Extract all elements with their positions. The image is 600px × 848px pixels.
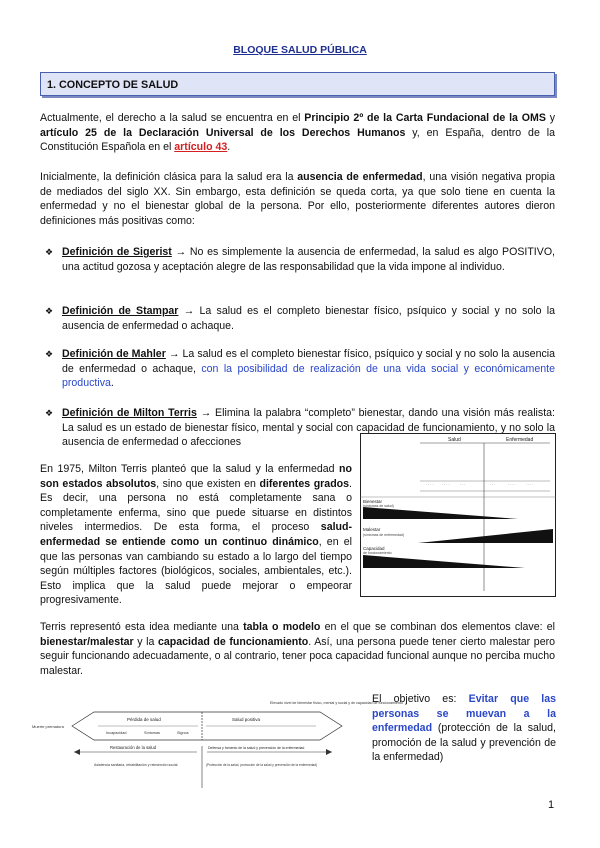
svg-text:· · · ·: · · · · — [508, 483, 516, 487]
terris-model-figure — [360, 433, 556, 597]
continuum-sub-incapacity: Incapacidad — [106, 731, 127, 735]
svg-text:· · · ·: · · · · — [526, 483, 534, 487]
terris-col-enfermedad: Enfermedad — [506, 437, 534, 443]
terris-row-function-sub: de funcionamiento — [363, 551, 392, 555]
continuum-left-label: Muerte prematura — [32, 724, 64, 729]
svg-text:· · ·: · · · — [490, 483, 496, 487]
svg-text:· · · ·: · · · · — [426, 483, 434, 487]
terris-row-function: Capacidad — [363, 546, 385, 551]
definition-mahler: ❖ Definición de Mahler → La salud es el completo bienestar físico, psíquico y social y no solo la ausencia de enfermedad o achaque, con la posibilidad de realización de una vida social y económicamente productiva. — [45, 348, 556, 390]
continuum-loss-label: Pérdida de salud — [127, 717, 161, 722]
diamond-bullet-icon: ❖ — [45, 349, 54, 359]
paragraph-terris-model: Terris representó esta idea mediante una tabla o modelo en el que se combinan dos elementos clave: el bienestar/malestar y la capacidad de funcionamiento. Así, una persona puede tener cierto malestar pero seguir funcionando adecuadamente, o al contrario, tener poca capacidad funcional aunque no perciba mucho malestar. — [40, 621, 556, 677]
continuum-right-label: Elevado nivel de bienestar físico, mental y social y de capacidad de funcionamiento — [270, 701, 403, 705]
continuum-sub-symptoms: Síntomas — [144, 731, 161, 735]
terris-row-malaise-sub: (síntomas de enfermedad) — [363, 533, 405, 537]
definition-sigerist: ❖ Definición de Sigerist → No es simplemente la ausencia de enfermedad, la salud es algo POSITIVO, una actitud gozosa y aceptación alegre de las responsabilidad que la vida impone al individuo. — [45, 246, 555, 273]
terris-row-wellbeing-sub: (síntomas de salud) — [363, 504, 394, 508]
terris-row-wellbeing: Bienestar — [363, 499, 383, 504]
svg-text:· · ·: · · · — [460, 483, 466, 487]
health-continuum-figure — [32, 700, 403, 790]
continuum-defense-detail: (Protección de la salud, promoción de la salud y prevención de la enfermedad) — [206, 763, 318, 767]
terris-col-salud: Salud — [448, 437, 461, 443]
definition-milton-terris: ❖ Definición de Milton Terris → Elimina la palabra “completo” bienestar, dando una visión más realista: La salud es un estado de bienestar físico, mental y social con capacidad de funcionamiento, y no solo la ausencia de enfermedad o afecciones — [45, 407, 555, 449]
continuum-sub-signs: Signos — [177, 731, 189, 735]
paragraph-objective: El objetivo es: Evitar que las personas se muevan a la enfermedad (protección de la salud, promoción de la salud y prevención de la enfermedad) — [372, 693, 556, 764]
diamond-bullet-icon: ❖ — [45, 247, 54, 257]
continuum-restore-detail: Asistencia sanitaria, rehabilitación y reinserción social — [94, 763, 178, 767]
article-43-link[interactable]: artículo 43 — [174, 141, 228, 154]
diamond-bullet-icon: ❖ — [45, 408, 54, 418]
continuum-defense-label: Defensa y fomento de la salud y prevención de la enfermedad — [208, 746, 305, 750]
paragraph-intro: Actualmente, el derecho a la salud se encuentra en el Principio 2º de la Carta Fundacional de la OMS y artículo 25 de la Declaración Universal de los Derechos Humanos y, en España, dentro de la Constitución Española en el artículo 43. — [40, 112, 556, 154]
page-number: 1 — [548, 799, 555, 811]
section-heading: 1. CONCEPTO DE SALUD — [47, 79, 179, 91]
definition-stampar: ❖ Definición de Stampar → La salud es el completo bienestar físico, psíquico y social y no solo la ausencia de enfermedad o achaque. — [45, 305, 555, 332]
paragraph-terris-continuum: En 1975, Milton Terris planteó que la salud y la enfermedad no son estados absolutos, sino que existen en diferentes grados. Es decir, una persona no está completamente sana o completamente enferma, sino que puede situarse en distintos niveles intermedios. De esta forma, el proceso salud-enfermedad se entiende como un continuo dinámico, en el que las personas van cambiando su estado a lo largo del tiempo según múltiples factores (biológicos, sociales, ambientales, etc.). Esto implica que la salud puede mejorar o empeorar progresivamente. — [40, 463, 352, 607]
section-heading-box — [40, 72, 555, 96]
diamond-bullet-icon: ❖ — [45, 306, 54, 316]
continuum-restore-label: Restauración de la salud — [110, 745, 157, 750]
document-title: BLOQUE SALUD PÚBLICA — [233, 44, 367, 56]
svg-text:· · · ·: · · · · — [442, 483, 450, 487]
continuum-positive-label: Salud positiva — [232, 717, 261, 722]
terris-row-malaise: Malestar — [363, 527, 381, 532]
paragraph-classic-definition: Inicialmente, la definición clásica para la salud era la ausencia de enfermedad, una visión negativa propia de mediados del siglo XX. Sin embargo, esta definición se queda corta, ya que solo tiene en cuenta la enfermedad y no el bienestar global de la persona. Por ello, posteriormente diferentes autores dieron definiciones más positivas como: — [40, 171, 555, 227]
